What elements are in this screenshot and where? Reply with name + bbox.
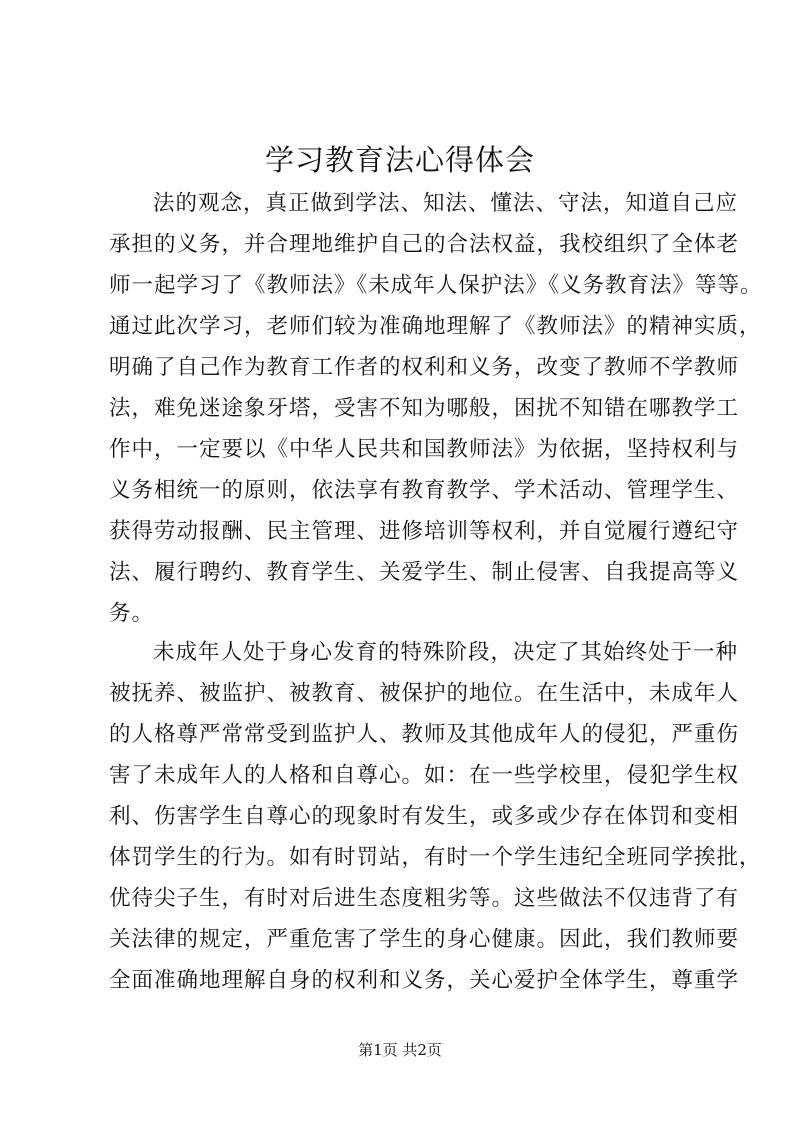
paragraph2-line: 利、伤害学生自尊心的现象时有发生，或多或少存在体罚和变相 [109, 804, 740, 829]
paragraph1-line: 法，难免迷途象牙塔，受害不知为哪般，困扰不知错在哪教学工 [109, 396, 740, 421]
paragraph2-line: 优待尖子生，有时对后进生态度粗劣等。这些做法不仅违背了有 [109, 886, 740, 911]
paragraph1-line: 务。 [109, 601, 155, 626]
document-title: 学习教育法心得体会 [264, 143, 535, 177]
paragraph1-line: 获得劳动报酬、民主管理、进修培训等权利，并自觉履行遵纪守 [109, 519, 740, 544]
paragraph2-line: 全面准确地理解自身的权利和义务，关心爱护全体学生，尊重学 [109, 968, 740, 993]
paragraph1-line: 法的观念，真正做到学法、知法、懂法、守法，知道自己应 [153, 191, 739, 216]
page-number-footer: 第1页 共2页 [358, 1041, 442, 1059]
paragraph1-line: 义务相统一的原则，依法享有教育教学、学术活动、管理学生、 [109, 478, 740, 503]
paragraph1-line: 明确了自己作为教育工作者的权利和义务，改变了教师不学教师 [109, 355, 740, 380]
paragraph2-line: 的人格尊严常常受到监护人、教师及其他成年人的侵犯，严重伤 [109, 722, 740, 747]
paragraph2-line: 未成年人处于身心发育的特殊阶段，决定了其始终处于一种 [153, 640, 739, 665]
paragraph2-line: 害了未成年人的人格和自尊心。如：在一些学校里，侵犯学生权 [109, 763, 740, 788]
paragraph2-line: 被抚养、被监护、被教育、被保护的地位。在生活中，未成年人 [109, 681, 740, 706]
paragraph2-line: 关法律的规定，严重危害了学生的身心健康。因此，我们教师要 [109, 927, 740, 952]
paragraph1-line: 师一起学习了《教师法》《未成年人保护法》《义务教育法》等等。 [109, 273, 763, 298]
paragraph1-line: 作中，一定要以《中华人民共和国教师法》为依据，坚持权利与 [109, 437, 740, 462]
paragraph1-line: 通过此次学习，老师们较为准确地理解了《教师法》的精神实质， [109, 314, 762, 339]
paragraph1-line: 法、履行聘约、教育学生、关爱学生、制止侵害、自我提高等义 [109, 560, 740, 585]
paragraph1-line: 承担的义务，并合理地维护自己的合法权益，我校组织了全体老 [109, 232, 740, 257]
paragraph2-line: 体罚学生的行为。如有时罚站，有时一个学生违纪全班同学挨批， [109, 845, 762, 870]
